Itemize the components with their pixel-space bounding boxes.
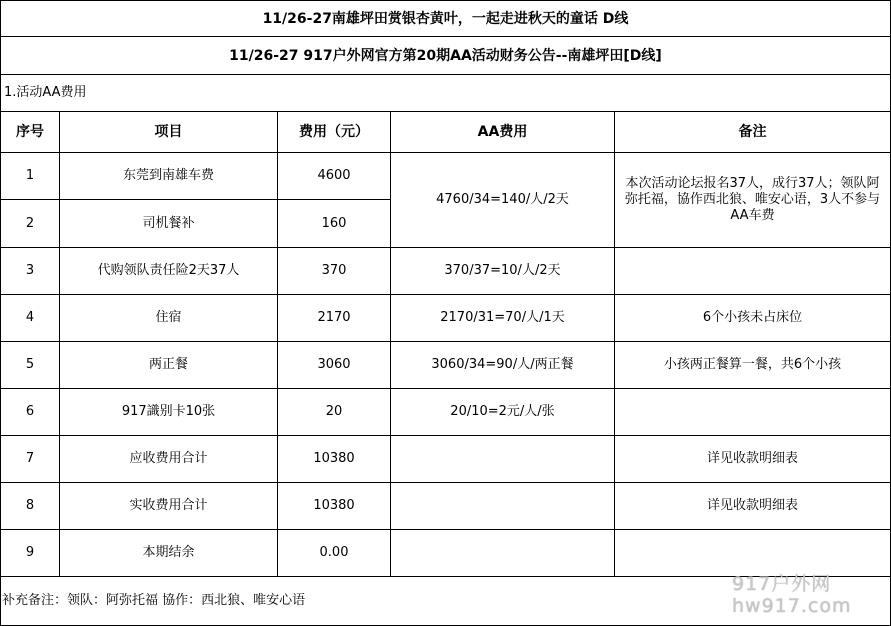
row-5-remark: 小孩两正餐算一餐，共6个小孩 <box>663 357 842 372</box>
row-6-aa: 20/10=2元/人/张 <box>450 404 555 419</box>
grid-line <box>59 111 60 577</box>
row-3-remark <box>615 248 890 294</box>
watermark-line-1: 917户外网 <box>732 573 832 595</box>
row-8-item: 实收费用合计 <box>129 498 208 513</box>
merged-remark-rows-1-2: 本次活动论坛报名37人，成行37人；领队阿弥托福，協作西北狼、唯安心语，3人不参与AA车费 <box>624 176 881 223</box>
row-5-aa: 3060/34=90/人/两正餐 <box>431 357 574 372</box>
row-2-cost: 160 <box>321 215 347 231</box>
row-6-remark <box>615 389 890 435</box>
row-4-cost: 2170 <box>317 310 351 325</box>
row-4-no: 4 <box>25 310 35 325</box>
grid-line <box>0 36 891 37</box>
row-1-cost: 4600 <box>317 168 351 183</box>
footer-note: 补充备注：领队：阿弥托福 協作：西北狼、唯安心语 <box>2 593 306 608</box>
row-8-remark: 详见收款明细表 <box>706 498 798 513</box>
row-3-cost: 370 <box>321 263 347 278</box>
row-7-no: 7 <box>25 451 35 466</box>
grid-line <box>0 111 891 112</box>
row-6-no: 6 <box>25 404 35 419</box>
grid-line <box>614 111 615 577</box>
grid-line <box>0 388 891 389</box>
row-9-aa <box>391 530 614 576</box>
sheet-title: 11/26-27南雄坪田赏银杏黄叶，一起走进秋天的童话 D线 <box>262 10 629 27</box>
grid-line <box>0 341 891 342</box>
row-3-no: 3 <box>25 263 35 278</box>
grid-line <box>0 294 891 295</box>
header-cost: 费用（元） <box>299 124 369 140</box>
row-3-item: 代购领队责任险2天37人 <box>97 263 240 278</box>
row-1-no: 1 <box>25 168 35 183</box>
header-item: 项目 <box>154 124 183 140</box>
sheet-subtitle: 11/26-27 917户外网官方第20期AA活动财务公告--南雄坪田[D线] <box>229 47 662 64</box>
row-8-aa <box>391 483 614 529</box>
row-1-item: 东莞到南雄车费 <box>122 168 214 183</box>
row-5-item: 两正餐 <box>148 357 188 372</box>
row-2-item: 司机餐补 <box>142 215 195 231</box>
section-label: 1.活动AA费用 <box>4 85 87 100</box>
grid-line <box>0 0 1 626</box>
row-5-no: 5 <box>25 357 35 372</box>
merged-aa-rows-1-2: 4760/34=140/人/2天 <box>436 192 569 207</box>
header-aa: AA费用 <box>477 124 528 140</box>
row-7-cost: 10380 <box>313 451 355 466</box>
row-7-item: 应收费用合计 <box>129 451 208 466</box>
header-remark: 备注 <box>738 124 767 140</box>
row-5-cost: 3060 <box>317 357 351 372</box>
row-3-aa: 370/37=10/人/2天 <box>444 263 561 278</box>
grid-line <box>390 111 391 577</box>
header-no: 序号 <box>16 124 44 140</box>
row-7-aa <box>391 436 614 482</box>
row-9-cost: 0.00 <box>319 545 349 560</box>
row-2-no: 2 <box>25 215 35 231</box>
grid-line <box>0 0 891 1</box>
row-6-cost: 20 <box>325 404 343 419</box>
grid-line <box>0 529 891 530</box>
watermark-line-2: hw917.com <box>732 595 852 617</box>
grid-line <box>0 435 891 436</box>
grid-line <box>0 482 891 483</box>
row-4-remark: 6个小孩未占床位 <box>702 310 803 325</box>
grid-line <box>0 247 891 248</box>
row-4-item: 住宿 <box>155 310 182 325</box>
row-9-no: 9 <box>25 545 35 560</box>
row-8-no: 8 <box>25 498 35 513</box>
row-9-item: 本期结余 <box>142 545 195 560</box>
row-7-remark: 详见收款明细表 <box>706 451 798 466</box>
grid-line <box>0 74 891 75</box>
watermark-logo <box>732 573 882 619</box>
grid-line <box>0 152 891 153</box>
row-9-remark <box>615 530 890 576</box>
row-8-cost: 10380 <box>313 498 355 513</box>
row-4-aa: 2170/31=70/人/1天 <box>440 310 565 325</box>
row-6-item: 917識别卡10张 <box>121 404 216 419</box>
grid-line <box>277 111 278 577</box>
